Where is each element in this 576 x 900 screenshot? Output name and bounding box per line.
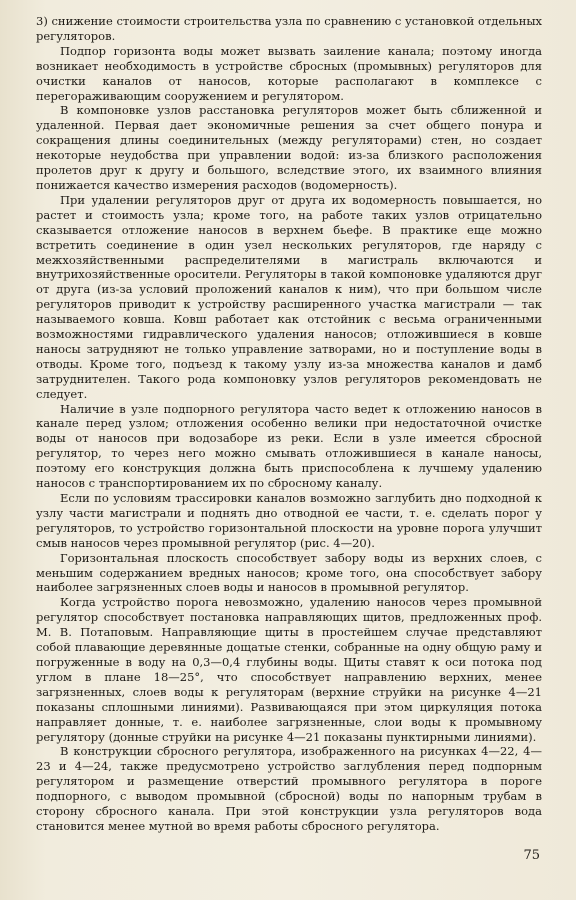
paragraph: В конструкции сбросного регулятора, изображенного на рисунках 4—22, 4—23 и 4—24, также предусмотрено устройство заглубления перед подпорным регулятором и размещение отверстий промывного регулятора в пороге подпорного, с выводом промывной (сбросной) воды по напорным трубам в сторону сбросного канала. При этой конструкции узла регуляторов вода становится менее мутной во время работы сбросного регулятора. [36, 744, 542, 833]
body-text [36, 14, 542, 834]
paragraph: Когда устройство порога невозможно, удалению наносов через промывной регулятор способствует постановка направляющих щитов, предложенных проф. М. В. Потаповым. Направляющие щиты в простейшем случае представляют собой плавающие деревянные дощатые стенки, собранные на одну общую раму и погруженные в воду на 0,3—0,4 глубины воды. Щиты ставят к оси потока под углом в плане 18—25°, что способствует направлению верхних, менее загрязненных, слоев воды к регуляторам (верхние струйки на рисунке 4—21 показаны сплошными линиями). Развивающаяся при этом циркуляция потока направляет донные, т. е. наиболее загрязненные, слои воды к промывному регулятору (донные струйки на рисунке 4—21 показаны пунктирными линиями). [36, 595, 542, 744]
paragraph: Наличие в узле подпорного регулятора часто ведет к отложению наносов в канале перед узлом; отложения особенно велики при недостаточной очистке воды от наносов при водозаборе из реки. Если в узле имеется сбросной регулятор, то через него можно смывать отложившиеся в канале наносы, поэтому его конструкция должна быть приспособлена к лучшему удалению наносов с транспортированием их по сбросному каналу. [36, 401, 542, 491]
page-number: 75 [523, 848, 540, 863]
paragraph: Подпор горизонта воды может вызвать заиление канала; поэтому иногда возникает необходимость в устройстве сбросных (промывных) регуляторов для очистки каналов от наносов, которые располагают в комплексе с перегораживающим сооружением и регулятором. [36, 43, 542, 103]
paragraph: Если по условиям трассировки каналов возможно заглубить дно подходной к узлу части магистрали и поднять дно отводной ее части, т. е. сделать порог у регуляторов, то устройство горизонтальной плоскости на уровне порога улучшит смыв наносов через промывной регулятор (рис. 4—20). [36, 491, 542, 550]
paragraph: При удалении регуляторов друг от друга их водомерность повышается, но растет и стоимость узла; кроме того, на работе таких узлов отрицательно сказывается отложение наносов в верхнем бьефе. В практике еще можно встретить соединение в один узел нескольких регуляторов, где наряду с межхозяйственными распределителями в магистраль включаются и внутрихозяйственные оросители. Регуляторы в такой компоновке удаляются друг от друга (из-за условий проложений каналов к ним), что при большом числе регуляторов приводит к устройству расширенного участка магистрали — так называемого ковша. Ковш работает как отстойник с весьма ограниченными возможностями гидравлического удаления наносов; отложившиеся в ковше наносы затрудняют не только управление затворами, но и поступление воды в отводы. Кроме того, подъезд к такому узлу из-за множества каналов и дамб затруднителен. Такого рода компоновку узлов регуляторов рекомендовать не следует. [36, 192, 542, 401]
paragraph: 3) снижение стоимости строительства узла по сравнению с установкой отдельных регуляторов. [36, 14, 542, 43]
paragraph: Горизонтальная плоскость способствует забору воды из верхних слоев, с меньшим содержанием вредных наносов; кроме того, она способствует забору наиболее загрязненных слоев воды и наносов в промывной регулятор. [36, 550, 542, 595]
paragraph: В компоновке узлов расстановка регуляторов может быть сближенной и удаленной. Первая дает экономичные решения за счет общего понура и сокращения длины соединительных (между регуляторами) стен, но создает некоторые неудобства при управлении водой: из-за близкого расположения пролетов друг к другу и большого, вследствие этого, их взаимного влияния понижается качество измерения расходов (водомерность). [36, 103, 542, 192]
